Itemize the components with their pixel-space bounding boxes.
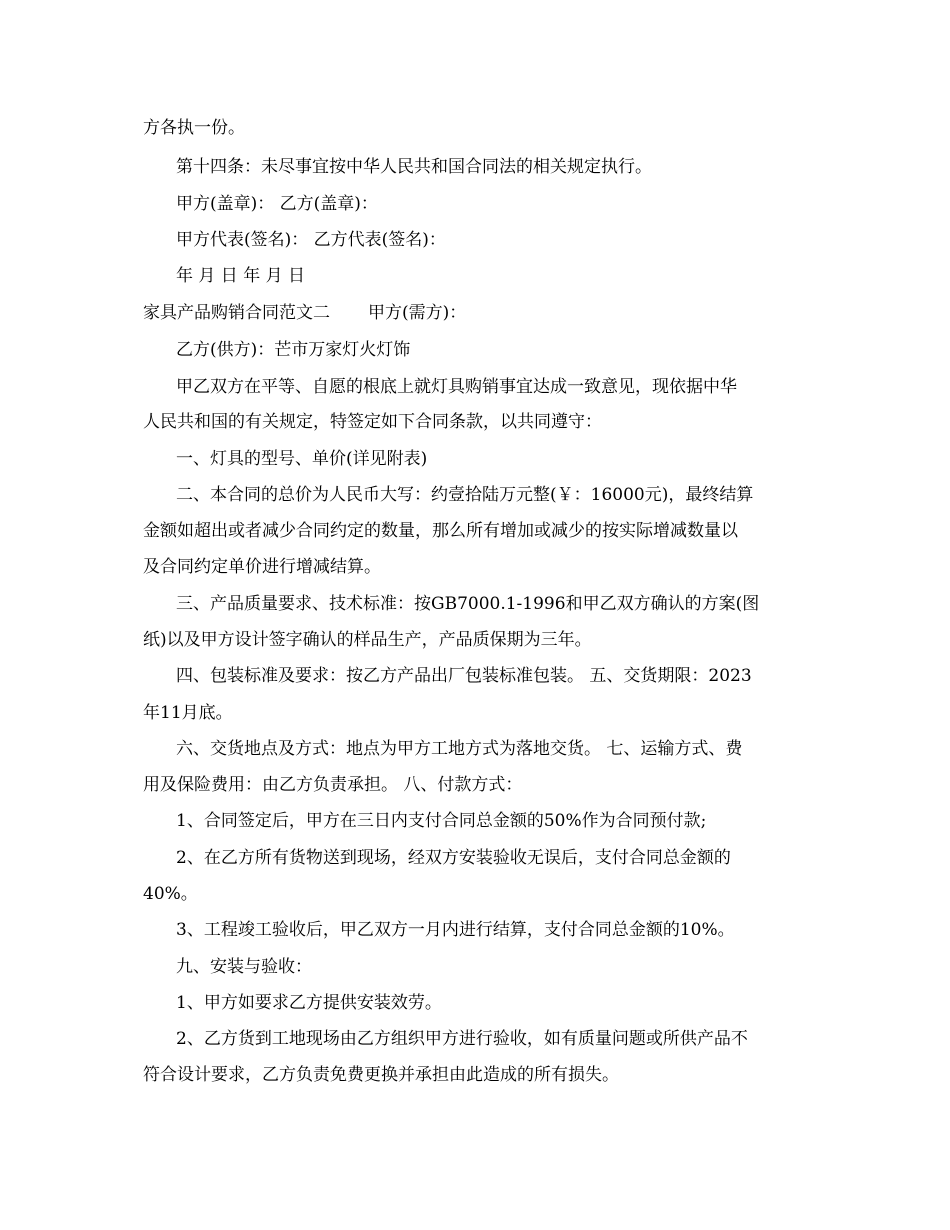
- text-line: 金额如超出或者减少合同约定的数量，那么所有增加或减少的按实际增减数量以: [143, 521, 738, 541]
- clause-2: 二、本合同的总价为人民币大写：约壹拾陆万元整(￥：16000元)，最终结算: [176, 485, 754, 505]
- party-b-line: 乙方(供方)：芒市万家灯火灯饰: [176, 340, 411, 360]
- text-line: 甲乙双方在平等、自愿的根底上就灯具购销事宜达成一致意见，现依据中华: [176, 377, 737, 397]
- text-line: 40%。: [143, 884, 198, 904]
- text-line: 方各执一份。: [143, 118, 245, 138]
- payment-item-3: 3、工程竣工验收后，甲乙双方一月内进行结算，支付合同总金额的10%。: [176, 920, 735, 940]
- clause-4: 四、包装标准及要求：按乙方产品出厂包装标准包装。 五、交货期限：2023: [176, 666, 752, 686]
- party-a-label: 甲方(需方)：: [368, 303, 467, 323]
- text-line: 及合同约定单价进行增减结算。: [143, 557, 381, 577]
- acceptance-item-1: 1、甲方如要求乙方提供安装效劳。: [176, 993, 442, 1013]
- section-heading-row: [143, 302, 466, 324]
- signature-line: 甲方代表(签名)： 乙方代表(签名)：: [176, 230, 446, 250]
- text-line: 年11月底。: [143, 703, 233, 723]
- clause-6: 六、交货地点及方式：地点为甲方工地方式为落地交货。 七、运输方式、费: [176, 739, 743, 759]
- payment-item-1: 1、合同签定后，甲方在三日内支付合同总金额的50%作为合同预付款;: [176, 811, 707, 831]
- acceptance-item-2: 2、乙方货到工地现场由乙方组织甲方进行验收，如有质量问题或所供产品不: [176, 1029, 748, 1049]
- text-line: 人民共和国的有关规定，特签定如下合同条款，以共同遵守：: [143, 412, 602, 432]
- article-14: 第十四条：未尽事宜按中华人民共和国合同法的相关规定执行。: [176, 157, 652, 177]
- clause-9: 九、安装与验收：: [176, 957, 312, 977]
- text-line: 用及保险费用：由乙方负责承担。 八、付款方式：: [143, 775, 523, 795]
- seal-line: 甲方(盖章)： 乙方(盖章)：: [176, 194, 378, 214]
- text-line: 符合设计要求，乙方负责免费更换并承担由此造成的所有损失。: [143, 1065, 619, 1085]
- payment-item-2: 2、在乙方所有货物送到现场，经双方安装验收无误后，支付合同总金额的: [176, 848, 731, 868]
- clause-1: 一、灯具的型号、单价(详见附表): [176, 449, 428, 469]
- clause-3: 三、产品质量要求、技术标准：按GB7000.1-1996和甲乙双方确认的方案(图: [176, 594, 760, 614]
- section-title: 家具产品购销合同范文二: [143, 303, 330, 323]
- date-line: 年 月 日 年 月 日: [176, 266, 306, 286]
- text-line: 纸)以及甲方设计签字确认的样品生产，产品质保期为三年。: [143, 630, 592, 650]
